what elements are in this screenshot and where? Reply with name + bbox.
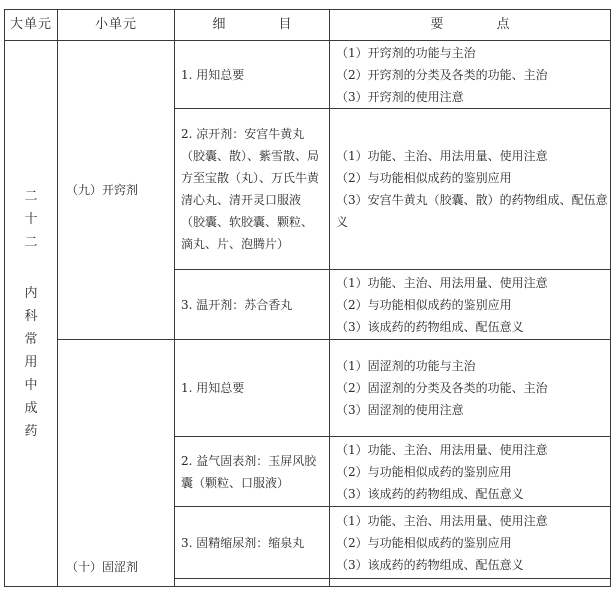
detail-cell — [175, 579, 330, 587]
point-item: （2）与功能相似成药的鉴别应用 — [336, 171, 512, 185]
table-header-row — [5, 10, 611, 41]
point-item: （3）该成药的药物组成、配伍意义 — [336, 557, 524, 572]
table-row — [5, 340, 611, 437]
big-unit-name: 内科常用中成药 — [24, 285, 38, 439]
table-row — [5, 41, 611, 109]
point-item: （1）功能、主治、用法用量、使用注意 — [336, 275, 548, 290]
point-item: （3）该成药的药物组成、配伍意义 — [336, 486, 524, 501]
point-item: （2）开窍剂的分类及各类的功能、主治 — [336, 67, 548, 82]
header-big-unit: 大单元 — [5, 10, 58, 41]
points-cell — [330, 507, 611, 579]
detail-cell: 1. 用知总要 — [175, 41, 330, 109]
header-small-unit: 小单元 — [58, 10, 175, 41]
point-item: （1）固涩剂的功能与主治 — [336, 359, 476, 373]
points-cell — [330, 109, 611, 270]
small-unit-cell: （十）固涩剂 — [58, 340, 175, 587]
point-item: （2）与功能相似成药的鉴别应用 — [336, 535, 512, 550]
detail-cell: 3. 温开剂：苏合香丸 — [175, 270, 330, 340]
point-item: （3）该成药的药物组成、配伍意义 — [336, 319, 524, 334]
detail-cell: 2. 凉开剂：安宫牛黄丸（胶囊、散）、紫雪散、局方至宝散（丸）、万氏牛黄清心丸、清开灵口服液（胶囊、软胶囊、颗粒、滴丸、片、泡腾片） — [175, 109, 330, 270]
points-cell — [330, 437, 611, 507]
point-item: （2）与功能相似成药的鉴别应用 — [336, 297, 512, 312]
point-item: （2）固涩剂的分类及各类的功能、主治 — [336, 381, 548, 395]
point-item: （1）功能、主治、用法用量、使用注意 — [336, 513, 548, 528]
point-item: （1）功能、主治、用法用量、使用注意 — [336, 149, 548, 163]
points-cell — [330, 579, 611, 587]
syllabus-table — [4, 9, 611, 587]
points-cell — [330, 340, 611, 437]
detail-cell: 3. 固精缩尿剂：缩泉丸 — [175, 507, 330, 579]
point-item: （1）开窍剂的功能与主治 — [336, 45, 476, 60]
points-cell — [330, 41, 611, 109]
detail-cell: 1. 用知总要 — [175, 340, 330, 437]
detail-cell: 2. 益气固表剂：玉屏风胶囊（颗粒、口服液） — [175, 437, 330, 507]
header-points: 要 点 — [330, 10, 611, 41]
small-unit-cell: （九）开窍剂 — [58, 41, 175, 340]
header-detail: 细 目 — [175, 10, 330, 41]
point-item: （2）与功能相似成药的鉴别应用 — [336, 464, 512, 479]
big-unit-number: 二十二 — [24, 188, 38, 250]
point-item: （3）固涩剂的使用注意 — [336, 403, 464, 417]
points-cell — [330, 270, 611, 340]
point-item: （1）功能、主治、用法用量、使用注意 — [336, 442, 548, 457]
point-item: （3）安宫牛黄丸（胶囊、散）的药物组成、配伍意义 — [336, 193, 608, 229]
point-item: （3）开窍剂的使用注意 — [336, 89, 464, 104]
big-unit-cell — [5, 41, 58, 587]
